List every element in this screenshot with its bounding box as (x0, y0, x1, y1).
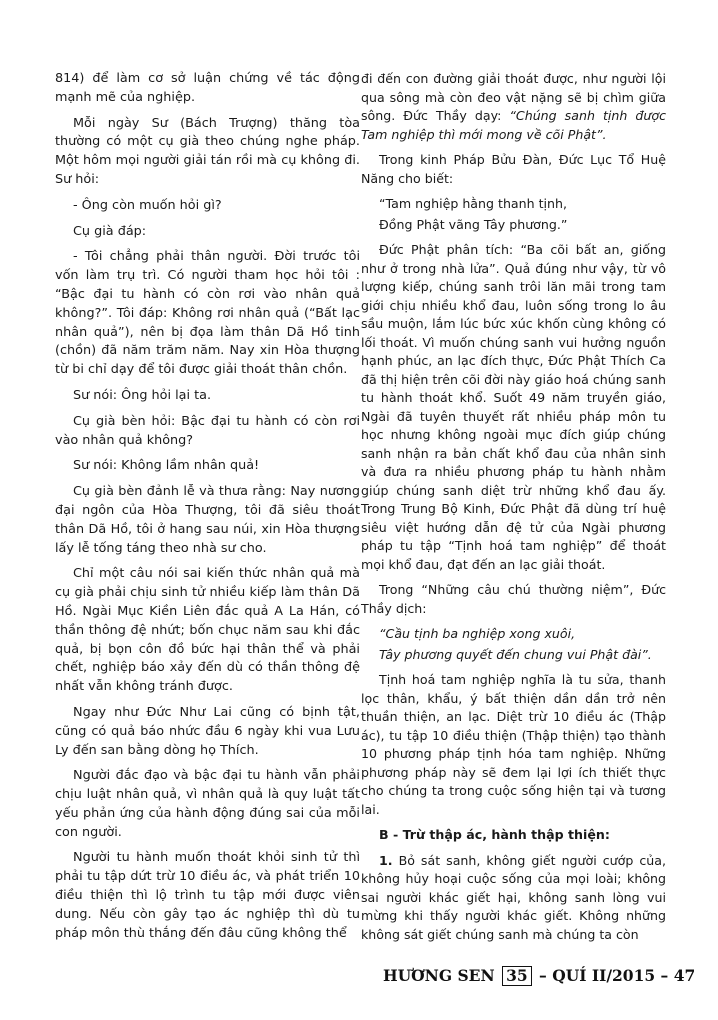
paragraph-text: Chỉ một câu nói sai kiến thức nhân quả mà cụ già phải chịu sinh tử nhiều kiếp làm thân Dã Hồ. Ngài Mục Kiền Liên đắc quả A La Hán, có thần thông đệ nhứt; bốn chục năm sau khi đắc quả, bị bọn côn đồ bức hại thân thể và phải chết, nghiệp báo xảy đến dù có thần thông đệ nhất vẫn không tránh được. (55, 566, 360, 695)
paragraph-text: Người tu hành muốn thoát khỏi sinh tử thì phải tu tập dứt trừ 10 điều ác, và phát triển 10 điều thiện thì lộ trình tu tập mới được viên dung. Nếu còn gây tạo ác nghiệp thì dù tu pháp môn thù thắng đến đâu cũng không thể (55, 850, 360, 941)
paragraph-text: “Tam nghiệp hằng thanh tịnh, (379, 196, 568, 211)
paragraph-text: Cụ già bèn đảnh lễ và thưa rằng: Nay nương đại ngôn của Hòa Thượng, tôi đã siêu thoát thân Dã Hồ, tôi ở hang sau núi, xin Hòa thượng lấy lễ tống táng theo nhà sư cho. (55, 484, 360, 556)
paragraph-text: Cụ già bèn hỏi: Bậc đại tu hành có còn rơi vào nhân quả không? (55, 413, 360, 448)
paragraph (55, 704, 360, 760)
paragraph-text: Đồng Phật vãng Tây phương.” (379, 216, 568, 232)
paragraph-text: Tây phương quyết đến chung vui Phật đài”. (379, 646, 652, 662)
paragraph-text: 814) để làm cơ sở luận chứng về tác động mạnh mẽ của nghiệp. (55, 71, 360, 105)
paragraph (55, 457, 360, 476)
paragraph (55, 387, 360, 406)
paragraph (361, 625, 666, 644)
paragraph-text: Trong kinh Pháp Bửu Đàn, Đức Lục Tổ Huệ Năng cho biết: (361, 152, 666, 186)
magazine-name: HƯƠNG SEN (383, 966, 495, 985)
paragraph-text: Mỗi ngày Sư (Bách Trượng) thăng tòa thường có một cụ già theo chúng nghe pháp. Một hôm mọi người giải tán rồi mà cụ không đi. Sư hỏi: (55, 115, 360, 187)
paragraph-text: B - Trừ thập ác, hành thập thiện: (379, 827, 610, 842)
footer-separator: – (533, 966, 553, 985)
paragraph (361, 216, 666, 235)
paragraph-text: Bỏ sát sanh, không giết người cướp của, không hủy hoại cuộc sống của mọi loài; không sai người khác giết hại, không sanh lòng vui mừng khi thấy người khác giết. Không những không sát giết chúng sanh mà chúng ta còn (361, 852, 666, 942)
page-footer (383, 966, 696, 986)
issue-period: QUÍ II/2015 (552, 966, 656, 985)
paragraph (361, 70, 666, 144)
paragraph-text: “Cầu tịnh ba nghiệp xong xuôi, (379, 626, 576, 641)
paragraph-text: Đức Phật phân tích: “Ba cõi bất an, giống như ở trong nhà lửa”. Quả đúng như vậy, từ vô lượng kiếp, chúng sanh trôi lăn mãi trong tam giới chịu nhiều khổ đau, luôn sống trong lo âu sầu muộn, lắm lúc bức xúc khốn cùng không có lối thoát. Vì muốn chúng sanh vui hưởng nguồn hạnh phúc, an lạc đích thực, Đức Phật Thích Ca đã thị hiện trên cõi đời này giáo hoá chúng sanh tu hành thoát khổ. Suốt 49 năm truyền giáo, Ngài đã tuyên thuyết rất nhiều pháp môn tu học nhưng không ngoài mục đích giúp chúng sanh nhận ra bản chất khổ đau của nhân sinh và đưa ra nhiều phương pháp tu hành nhằm giúp chúng sanh diệt trừ những khổ đau ấy. Trong Trung Bộ Kinh, Đức Phật đã dùng trí huệ siêu việt hướng dẫn đệ tử của Ngài phương pháp tu tập “Tịnh hoá tam nghiệp” để thoát mọi khổ đau, đạt đến an lạc giải thoát. (361, 242, 666, 572)
paragraph-text: - Tôi chẳng phải thân người. Đời trước tôi vốn làm trụ trì. Có người tham học hỏi tôi : “Bậc đại tu hành có còn rơi vào nhân quả không?”. Tôi đáp: Không rơi nhân quả (“Bất lạc nhân quả”), nên bị đọa làm thân Dã Hồ tinh (chồn) đã năm trăm năm. Nay xin Hòa thượng từ bi chỉ dạy để tôi được giải thoát thân chồn. (55, 249, 360, 378)
italic-quote: “Chúng sanh tịnh được Tam nghiệp thì mới mong về cõi Phật”. (361, 108, 666, 142)
paragraph (55, 70, 360, 108)
paragraph (55, 223, 360, 242)
issue-number-box: 35 (502, 966, 532, 986)
paragraph (361, 581, 666, 618)
paragraph-text: đi đến con đường giải thoát được, như người lội qua sông mà còn đeo vật nặng sẽ bị chìm giữa sông. Đức Thầy dạy: (361, 71, 666, 123)
right-column (361, 70, 666, 951)
paragraph-text: Ngay như Đức Như Lai cũng có bịnh tật, cũng có quả báo nhức đầu 6 ngày khi vua Lưu Ly đến san bằng dòng họ Thích. (55, 704, 360, 758)
paragraph (361, 671, 666, 819)
paragraph (55, 248, 360, 380)
paragraph (55, 115, 360, 190)
paragraph-text: Cụ già đáp: (73, 223, 147, 239)
paragraph (361, 852, 666, 945)
item-number: 1. (379, 852, 393, 868)
paragraph (361, 151, 666, 188)
paragraph (55, 849, 360, 943)
paragraph-text: Sư nói: Ông hỏi lại ta. (73, 387, 212, 403)
footer-separator: – (655, 966, 674, 985)
paragraph (361, 826, 666, 845)
paragraph-text: Người đắc đạo và bậc đại tu hành vẫn phải chịu luật nhân quả, vì nhân quả là quy luật tất yếu phản ứng của hành động đúng sai của mỗi con người. (55, 768, 360, 840)
paragraph-text: Sư nói: Không lầm nhân quả! (73, 458, 260, 474)
left-column (55, 70, 360, 950)
paragraph (55, 565, 360, 697)
paragraph (361, 195, 666, 214)
paragraph (55, 767, 360, 842)
paragraph (361, 646, 666, 665)
paragraph-text: - Ông còn muốn hỏi gì? (73, 197, 222, 213)
paragraph-text: Trong “Những câu chú thường niệm”, Đức Thầy dịch: (361, 582, 666, 616)
paragraph (55, 197, 360, 216)
paragraph-text: Tịnh hoá tam nghiệp nghĩa là tu sửa, thanh lọc thân, khẩu, ý bất thiện dần dần trở nên thuần thiện, an lạc. Diệt trừ 10 điều ác (Thập ác), tu tập 10 điều thiện (Thập thiện) tạo thành 10 phương pháp tịnh hóa tam nghiệp. Những phương pháp này sẽ đem lại lợi ích thiết thực cho chúng ta trong cuộc sống hiện tại và tương lai. (361, 672, 666, 817)
paragraph (55, 483, 360, 558)
paragraph (55, 413, 360, 451)
paragraph (361, 241, 666, 574)
page-number: 47 (673, 966, 696, 985)
